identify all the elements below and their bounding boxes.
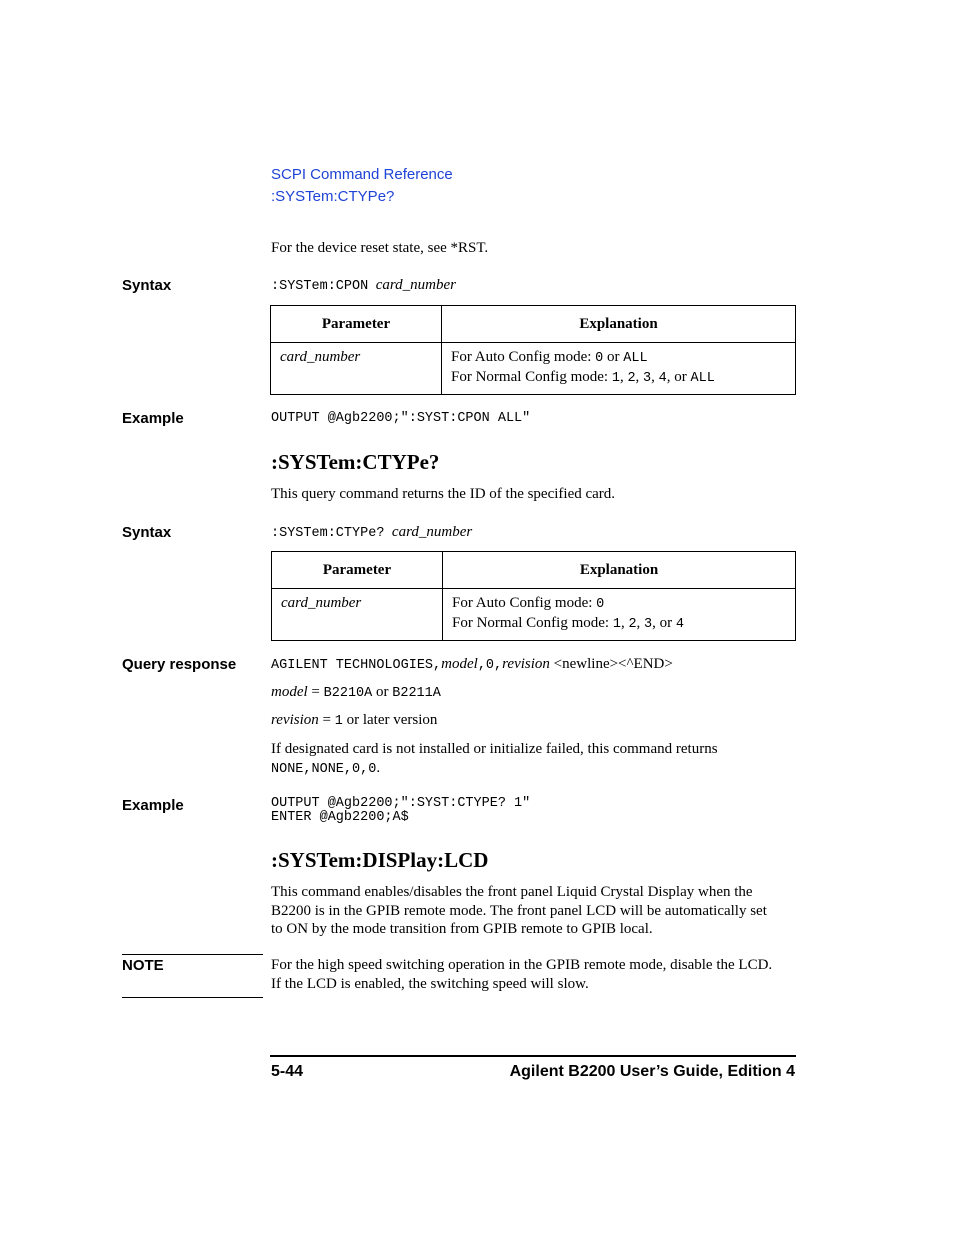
ctype-col-parameter: Parameter <box>272 552 443 589</box>
header-section-link[interactable]: SCPI Command Reference <box>271 166 453 183</box>
cpon-syntax <box>271 276 456 297</box>
reset-state-text: For the device reset state, see *RST. <box>271 240 489 256</box>
ctype-example-code: OUTPUT @Agb2200;":SYST:CTYPE? 1" ENTER @Agb2200;A$ <box>271 796 531 825</box>
ctype-example-label: Example <box>122 797 184 814</box>
query-response-label: Query response <box>122 656 237 673</box>
query-response-format: AGILENT TECHNOLOGIES,model,0,revision <newline><^END> <box>271 656 673 673</box>
revision-definition: revision = 1 or later version <box>271 712 438 729</box>
ctype-description: This query command returns the ID of the specified card. <box>271 486 616 502</box>
ctype-parameter-table <box>271 551 796 641</box>
model-definition: model = B2210A or B2211A <box>271 684 441 701</box>
note-top-rule <box>122 954 263 955</box>
header-command-link[interactable]: :SYSTem:CTYPe? <box>271 188 395 205</box>
cpon-col-parameter: Parameter <box>271 306 442 343</box>
page-number: 5-44 <box>271 1063 304 1080</box>
cpon-example-code: OUTPUT @Agb2200;":SYST:CPON ALL" <box>271 411 531 426</box>
lcd-heading: :SYSTem:DISPlay:LCD <box>271 848 489 872</box>
ctype-heading: :SYSTem:CTYPe? <box>271 450 440 474</box>
ctype-col-explanation: Explanation <box>443 552 796 589</box>
note-bottom-rule <box>122 997 263 998</box>
note-text: For the high speed switching operation in the GPIB remote mode, disable the LCD. If the LCD is enabled, the switching speed will slow. <box>271 957 773 992</box>
ctype-param-explanation <box>443 589 796 641</box>
cpon-normal-line: For Normal Config mode: 1, 2, 3, 4, or ALL <box>451 369 715 386</box>
lcd-description: This command enables/disables the front panel Liquid Crystal Display when the B2200 is in the GPIB remote mode. The front panel LCD will be automatically set to ON by the mode transition from GPIB remote to GPIB local. <box>271 884 767 937</box>
footer-rule <box>270 1055 796 1057</box>
ctype-auto-line: For Auto Config mode: 0 <box>452 595 605 612</box>
guide-title: Agilent B2200 User’s Guide, Edition 4 <box>509 1063 795 1080</box>
cpon-example-label: Example <box>122 410 184 427</box>
cpon-syntax-param: card_number <box>375 277 456 293</box>
cpon-syntax-command: :SYSTem:CPON <box>271 279 369 294</box>
ctype-syntax <box>271 523 472 544</box>
ctype-syntax-param: card_number <box>391 524 473 540</box>
ctype-normal-line: For Normal Config mode: 1, 2, 3, or 4 <box>452 615 685 632</box>
cpon-syntax-label: Syntax <box>122 277 172 294</box>
cpon-param-explanation <box>442 343 796 395</box>
cpon-param-name: card_number <box>271 343 442 395</box>
ctype-syntax-label: Syntax <box>122 524 172 541</box>
ctype-param-name: card_number <box>272 589 443 641</box>
cpon-col-explanation: Explanation <box>442 306 796 343</box>
note-label: NOTE <box>122 957 164 974</box>
cpon-auto-line: For Auto Config mode: 0 or ALL <box>451 349 648 366</box>
ctype-syntax-command: :SYSTem:CTYPe? <box>271 526 385 541</box>
cpon-parameter-table <box>270 305 796 395</box>
failure-note: If designated card is not installed or initialize failed, this command returns NONE,NONE,0,0. <box>271 741 718 777</box>
